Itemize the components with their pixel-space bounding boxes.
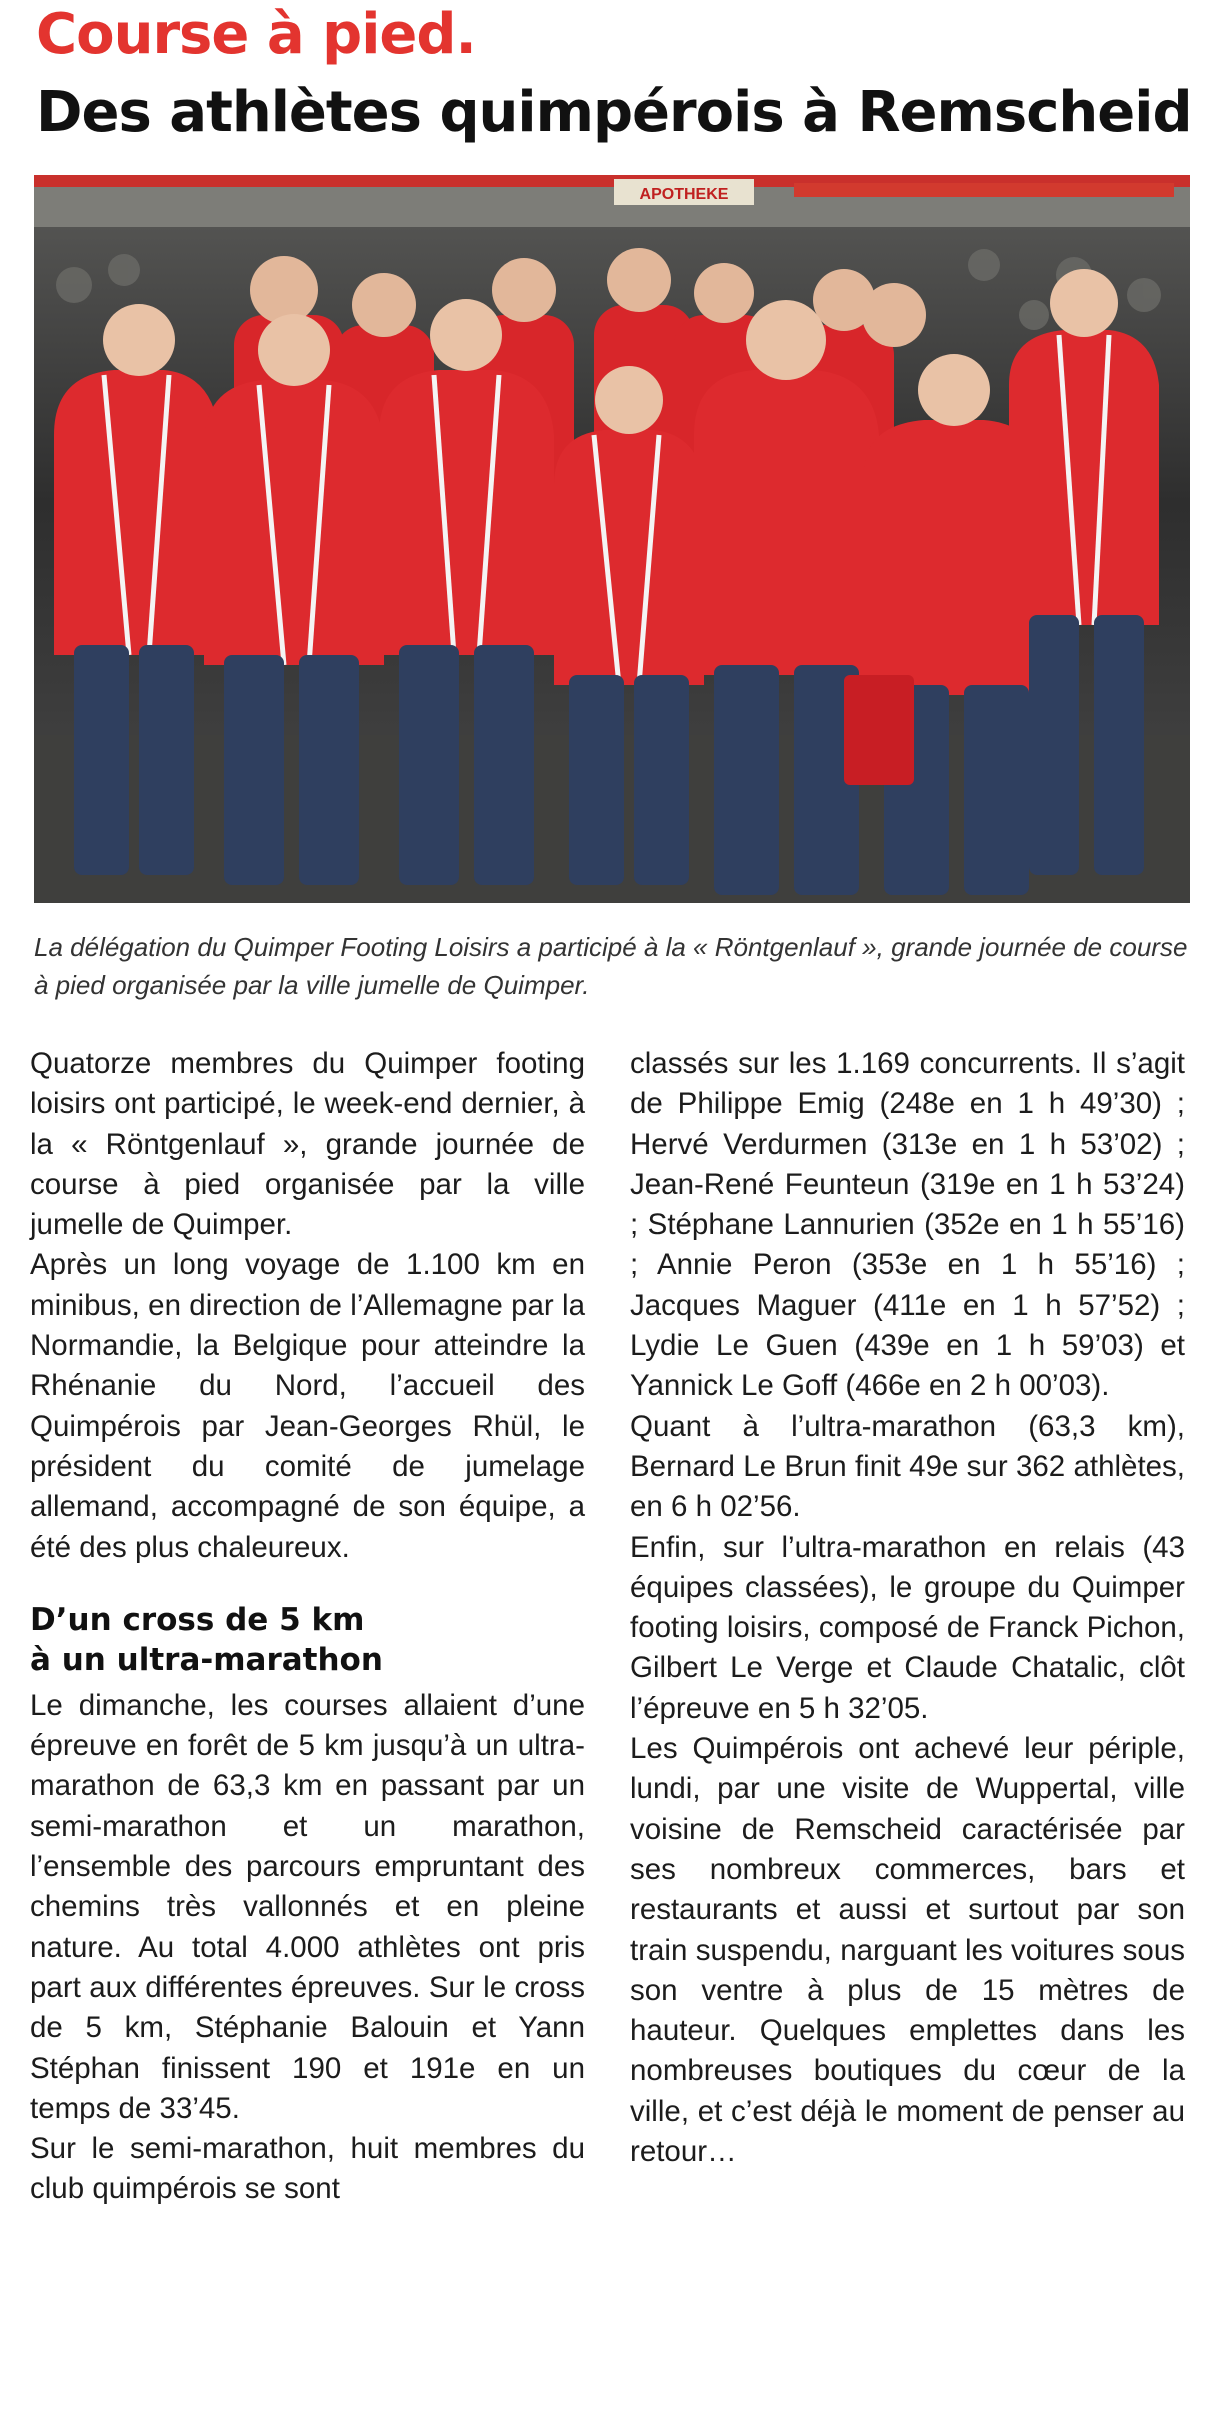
article-paragraph: Le dimanche, les courses allaient d’une épreuve en forêt de 5 km jusqu’à un ultra-marathon de 63,3 km en passant par un semi-marathon et un marathon, l’ensemble des parcours empruntant des chemins très vallonnés et en pleine nature. Au total 4.000 athlètes ont pris part aux différentes épreuves. Sur le cross de 5 km, Stéphanie Balouin et Yann Stéphan finissent 190 et 191e en un temps de 33’45. <box>30 1688 585 2125</box>
photo-caption: La délégation du Quimper Footing Loisirs a participé à la « Röntgenlauf », grande journée de course à pied organisée par la ville jumelle de Quimper. <box>34 932 1188 1000</box>
article-paragraph: Enfin, sur l’ultra-marathon en relais (43 équipes classées), le groupe du Quimper footing loisirs, composé de Franck Pichon, Gilbert Le Verge et Claude Chatalic, clôt l’épreuve en 5 h 32’05. <box>630 1530 1185 1725</box>
section-kicker: Course à pied. <box>36 2 476 67</box>
article-headline: Des athlètes quimpérois à Remscheid <box>36 80 1192 145</box>
article-paragraph: Après un long voyage de 1.100 km en minibus, en direction de l’Allemagne par la Normandie, la Belgique pour atteindre la Rhénanie du Nord, l’accueil des Quimpérois par Jean-Georges Rhül, le président du comité de jumelage allemand, accompagné de son équipe, a été des plus chaleureux. <box>30 1248 585 1564</box>
article-paragraph: Les Quimpérois ont achevé leur périple, lundi, par une visite de Wuppertal, ville voisine de Remscheid caractérisée par ses nombreux commerces, bars et restaurants et aussi et surtout par son train suspendu, narguant les voitures sous son ventre à plus de 15 mètres de hauteur. Quelques emplettes dans les nombreuses boutiques du cœur de la ville, et c’est déjà le moment de penser au retour… <box>630 1732 1185 2169</box>
article-paragraph: Quant à l’ultra-marathon (63,3 km), Bernard Le Brun finit 49e sur 362 athlètes, en 6 h 02’56. <box>630 1409 1185 1524</box>
article-paragraph: Sur le semi-marathon, huit membres du club quimpérois se sont <box>30 2132 585 2206</box>
article-paragraph: classés sur les 1.169 concurrents. Il s’agit de Philippe Emig (248e en 1 h 49’30) ; Hervé Verdurmen (313e en 1 h 53’02) ; Jean-René Feunteun (319e en 1 h 53’24) ; Stéphane Lannurien (352e en 1 h 55’16) ; Annie Peron (353e en 1 h 55’16) ; Jacques Maguer (411e en 1 h 57’52) ; Lydie Le Guen (439e en 1 h 59’03) et Yannick Le Goff (466e en 2 h 00’03). <box>630 1047 1185 1403</box>
article-column-right <box>630 1044 1185 2172</box>
photo-sign-text: APOTHEKE <box>639 186 729 203</box>
group-photo-illustration <box>34 175 1190 903</box>
article-subheading <box>30 1600 585 1680</box>
subheading-line: à un ultra-marathon <box>30 1641 383 1678</box>
article-paragraph: Quatorze membres du Quimper footing loisirs ont participé, le week-end dernier, à la « Röntgenlauf », grande journée de course à pied organisée par la ville jumelle de Quimper. <box>30 1047 585 1242</box>
article-column-left <box>30 1044 585 2210</box>
subheading-line: D’un cross de 5 km <box>30 1601 365 1638</box>
group-photo <box>34 175 1190 903</box>
